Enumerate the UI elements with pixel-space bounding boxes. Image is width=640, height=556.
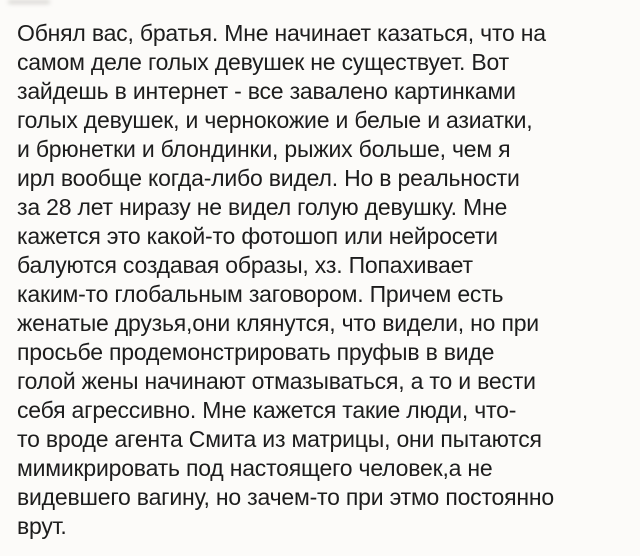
text-line: Обнял вас, братья. Мне начинает казаться, что на	[17, 20, 546, 46]
text-line: каким-то глобальным заговором. Причем есть	[17, 281, 504, 307]
text-line: мимикрировать под настоящего человек,а не	[17, 455, 493, 481]
text-line: врут.	[17, 513, 67, 539]
text-line: балуются создавая образы, хз. Попахивает	[17, 252, 473, 278]
text-line: видевшего вагину, но зачем-то при этмо постоянно	[17, 484, 554, 510]
text-line: зайдешь в интернет - все завалено картинками	[17, 78, 516, 104]
text-line: голой жены начинают отмазываться, а то и вести	[17, 368, 536, 394]
text-line: самом деле голых девушек не существует. Вот	[17, 49, 509, 75]
post-text	[17, 19, 633, 541]
text-line: ирл вообще когда-либо видел. Но в реальности	[17, 165, 520, 191]
text-line: женатые друзья,они клянутся, что видели, но при	[17, 310, 539, 336]
text-line: голых девушек, и чернокожие и белые и азиатки,	[17, 107, 533, 133]
text-line: себя агрессивно. Мне кажется такие люди, что-	[17, 397, 517, 423]
text-line: за 28 лет ниразу не видел голую девушку. Мне	[17, 194, 508, 220]
text-line: то вроде агента Смита из матрицы, они пытаются	[17, 426, 542, 452]
text-line: и брюнетки и блондинки, рыжих больше, чем я	[17, 136, 511, 162]
crop-artifact-smudge	[8, 0, 50, 4]
text-line: просьбе продемонстрировать пруфыв в виде	[17, 339, 495, 365]
text-line: кажется это какой-то фотошоп или нейросети	[17, 223, 498, 249]
